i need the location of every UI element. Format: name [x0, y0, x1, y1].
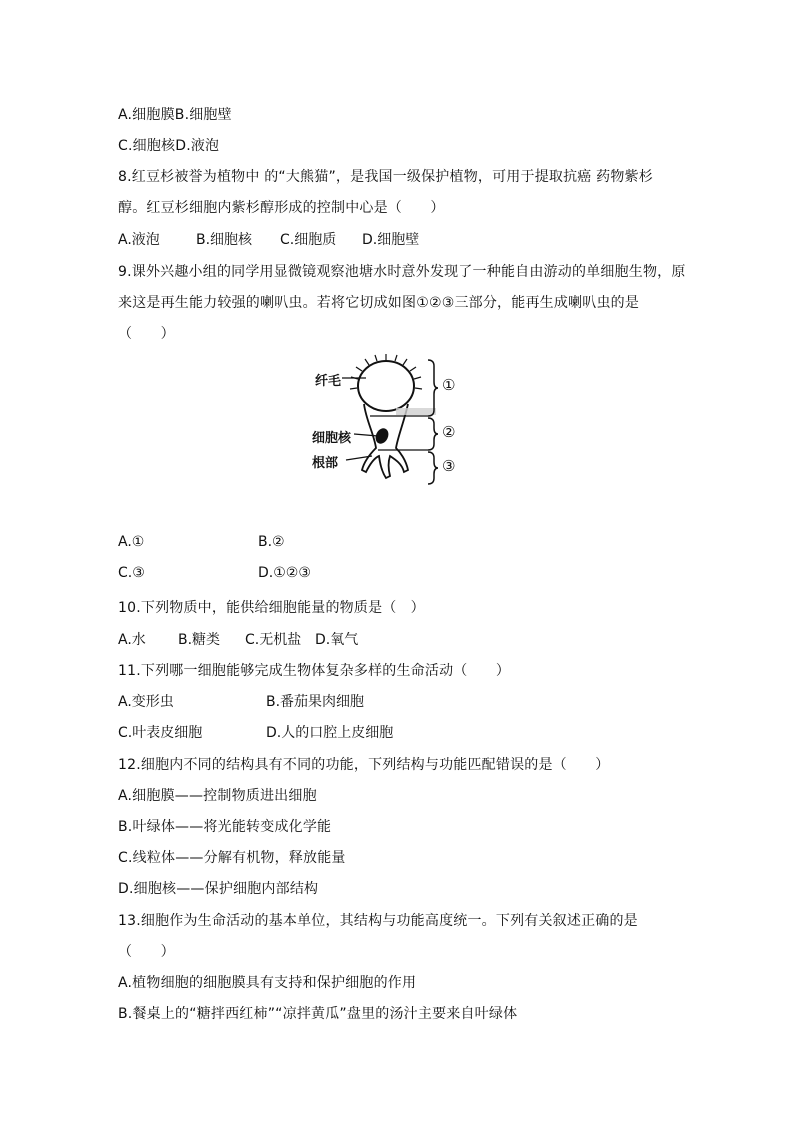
q8-option-a: A.液泡: [118, 232, 160, 248]
q7-options-ab: A.细胞膜B.细胞壁: [118, 107, 232, 123]
q13-option-b: B.餐桌上的“糖拌西红柿”“凉拌黄瓜”盘里的汤汁主要来自叶绿体: [118, 1006, 518, 1022]
q11-option-b: B.番茄果肉细胞: [266, 694, 365, 710]
q12-option-c: C.线粒体——分解有机物，释放能量: [118, 850, 346, 866]
q10-option-a: A.水: [118, 632, 146, 648]
q12-stem: 12.细胞内不同的结构具有不同的功能，下列结构与功能匹配错误的是（ ）: [118, 757, 610, 773]
q13-option-a: A.植物细胞的细胞膜具有支持和保护细胞的作用: [118, 975, 417, 991]
smudge-mark: [396, 408, 436, 415]
q10-stem: 10.下列物质中，能供给细胞能量的物质是（ ）: [118, 600, 425, 616]
q8-stem-line-2: 醇。红豆杉细胞内紫杉醇形成的控制中心是（ ）: [118, 200, 445, 216]
oral-disc: [358, 361, 414, 411]
stentor-diagram: [300, 352, 470, 492]
q9-stem-line-2: 来这是再生能力较强的喇叭虫。若将它切成如图①②③三部分，能再生成喇叭虫的是: [118, 295, 640, 311]
q11-option-c: C.叶表皮细胞: [118, 725, 203, 741]
label-root: 根部: [312, 456, 339, 471]
part-1-marker: ①: [442, 376, 456, 394]
q9-option-a: A.①: [118, 534, 145, 550]
nucleus-pointer: [354, 434, 378, 436]
part-2-marker: ②: [442, 423, 456, 441]
brace-1: [428, 360, 438, 416]
q9-option-c: C.③: [118, 565, 145, 581]
q10-option-d: D.氧气: [315, 632, 359, 648]
part-3-marker: ③: [442, 457, 456, 475]
q11-option-d: D.人的口腔上皮细胞: [266, 725, 394, 741]
q8-option-c: C.细胞质: [280, 232, 337, 248]
q11-option-a: A.变形虫: [118, 694, 174, 710]
q9-option-d: D.①②③: [258, 565, 311, 581]
q8-option-b: B.细胞核: [196, 232, 253, 248]
q10-option-b: B.糖类: [178, 632, 221, 648]
q12-option-b: B.叶绿体——将光能转变成化学能: [118, 819, 332, 835]
label-cilia: 纤毛: [315, 374, 342, 389]
q8-stem-line-1: 8.红豆杉被誉为植物中 的“大熊猫”，是我国一级保护植物，可用于提取抗癌 药物紫杉: [118, 169, 653, 185]
q9-stem-line-1: 9.课外兴趣小组的同学用显微镜观察池塘水时意外发现了一种能自由游动的单细胞生物，原: [118, 264, 686, 280]
q11-stem: 11.下列哪一细胞能够完成生物体复杂多样的生命活动（ ）: [118, 663, 511, 679]
q12-option-d: D.细胞核——保护细胞内部结构: [118, 881, 319, 897]
q13-stem-line-2: （ ）: [118, 944, 175, 960]
q9-stem-line-3: （ ）: [118, 326, 175, 342]
q7-options-cd: C.细胞核D.液泡: [118, 138, 220, 154]
q12-option-a: A.细胞膜——控制物质进出细胞: [118, 788, 317, 804]
label-nucleus: 细胞核: [312, 431, 352, 446]
brace-2: [428, 418, 438, 450]
brace-3: [428, 452, 438, 484]
q8-option-d: D.细胞壁: [362, 232, 420, 248]
q9-option-b: B.②: [258, 534, 285, 550]
q13-stem-line-1: 13.细胞作为生命活动的基本单位，其结构与功能高度统一。下列有关叙述正确的是: [118, 913, 638, 929]
q10-option-c: C.无机盐: [245, 632, 302, 648]
